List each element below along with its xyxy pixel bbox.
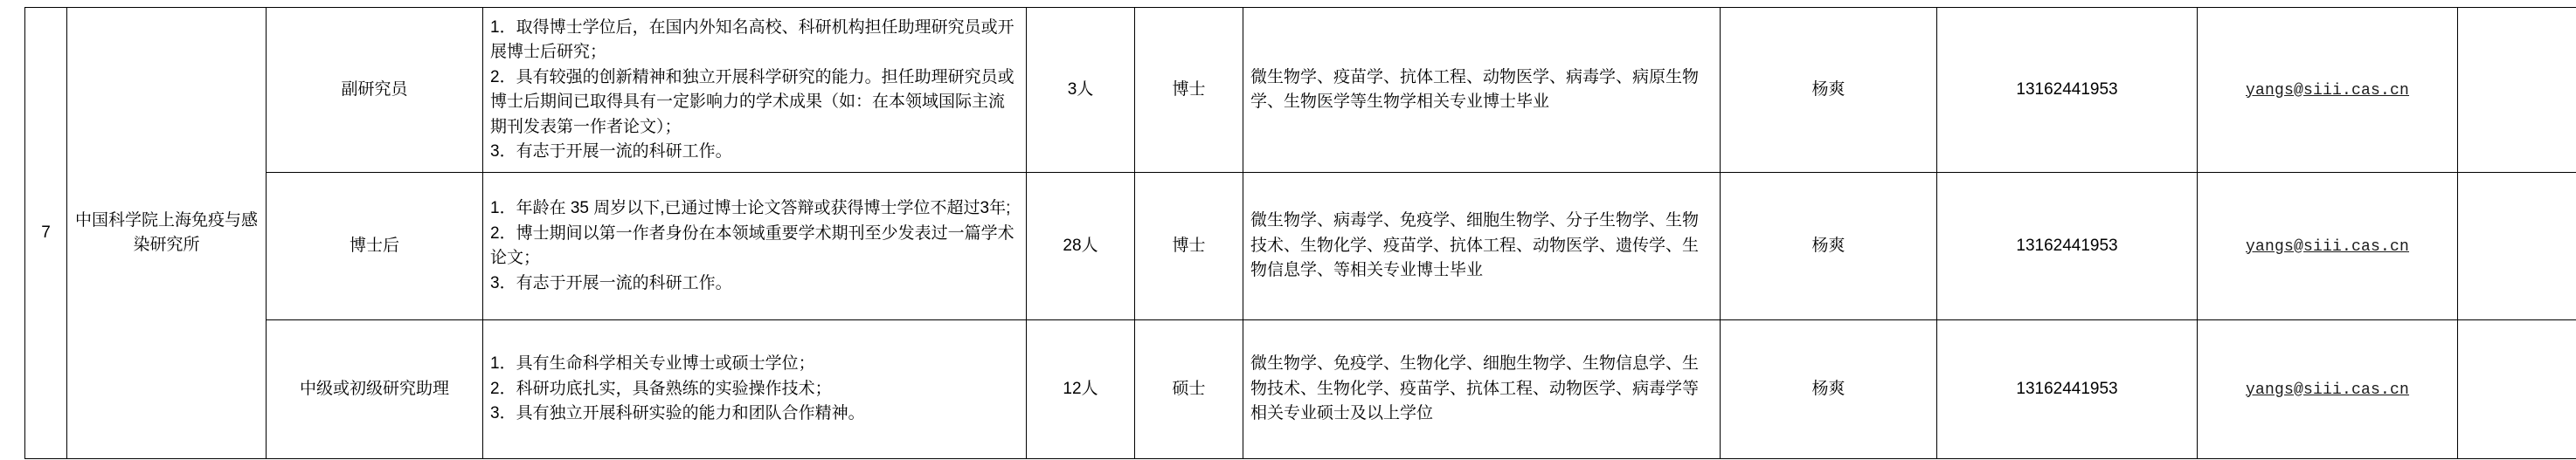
requirement-line: 1．年龄在 35 周岁以下,已通过博士论文答辩或获得博士学位不超过3年; (490, 199, 1011, 217)
table-row (25, 320, 2576, 459)
email-cell (2198, 320, 2458, 459)
email-link[interactable]: yangs@siii.cas.cn (2245, 381, 2410, 399)
email-link[interactable]: yangs@siii.cas.cn (2245, 81, 2410, 100)
organization-cell: 中国科学院上海免疫与感染研究所 (67, 8, 267, 459)
empty-cell (2458, 173, 2576, 320)
requirement-line: 1．具有生命科学相关专业博士或硕士学位； (490, 354, 815, 374)
requirement-line: 3．具有独立开展科研实验的能力和团队合作精神。 (490, 404, 865, 423)
position-requirements-cell (483, 8, 1027, 173)
position-name-cell: 中级或初级研究助理 (267, 320, 483, 459)
email-link[interactable]: yangs@siii.cas.cn (2245, 237, 2410, 256)
position-requirements-cell (483, 320, 1027, 459)
degree-cell: 硕士 (1135, 320, 1243, 459)
phone-cell: 13162441953 (1937, 8, 2198, 173)
major-cell: 微生物学、病毒学、免疫学、细胞生物学、分子生物学、生物技术、生物化学、疫苗学、抗体工程、动物医学、遗传学、生物信息学、等相关专业博士毕业 (1243, 173, 1721, 320)
degree-cell: 博士 (1135, 8, 1243, 173)
table-row (25, 8, 2576, 173)
requirement-line: 1．取得博士学位后，在国内外知名高校、科研机构担任助理研究员或开展博士后研究； (490, 17, 1014, 61)
contact-person-cell: 杨爽 (1721, 173, 1937, 320)
table-row (25, 173, 2576, 320)
major-cell: 微生物学、疫苗学、抗体工程、动物医学、病毒学、病原生物学、生物医学等生物学相关专业博士毕业 (1243, 8, 1721, 173)
contact-person-cell: 杨爽 (1721, 8, 1937, 173)
position-name-cell: 副研究员 (267, 8, 483, 173)
position-requirements-cell (483, 173, 1027, 320)
phone-cell: 13162441953 (1937, 173, 2198, 320)
major-cell: 微生物学、免疫学、生物化学、细胞生物学、生物信息学、生物技术、生物化学、疫苗学、抗体工程、动物医学、病毒学等相关专业硕士及以上学位 (1243, 320, 1721, 459)
headcount-cell: 28人 (1027, 173, 1135, 320)
degree-cell: 博士 (1135, 173, 1243, 320)
headcount-cell: 12人 (1027, 320, 1135, 459)
empty-cell (2458, 8, 2576, 173)
requirement-line: 3．有志于开展一流的科研工作。 (490, 273, 732, 292)
requirement-line: 2．博士期间以第一作者身份在本领域重要学术期刊至少发表过一篇学术论文； (490, 223, 1014, 267)
requirement-line: 3．有志于开展一流的科研工作。 (490, 142, 732, 161)
position-name-cell: 博士后 (267, 173, 483, 320)
requirement-line: 2．科研功底扎实，具备熟练的实验操作技术； (490, 379, 832, 398)
requirement-line: 2．具有较强的创新精神和独立开展科学研究的能力。担任助理研究员或博士后期间已取得具有一定影响力的学术成果（如：在本领域国际主流期刊发表第一作者论文）； (490, 67, 1014, 136)
empty-cell (2458, 320, 2576, 459)
recruitment-table (24, 7, 2576, 459)
email-cell (2198, 8, 2458, 173)
phone-cell: 13162441953 (1937, 320, 2198, 459)
contact-person-cell: 杨爽 (1721, 320, 1937, 459)
email-cell (2198, 173, 2458, 320)
headcount-cell: 3人 (1027, 8, 1135, 173)
row-index-cell: 7 (25, 8, 67, 459)
